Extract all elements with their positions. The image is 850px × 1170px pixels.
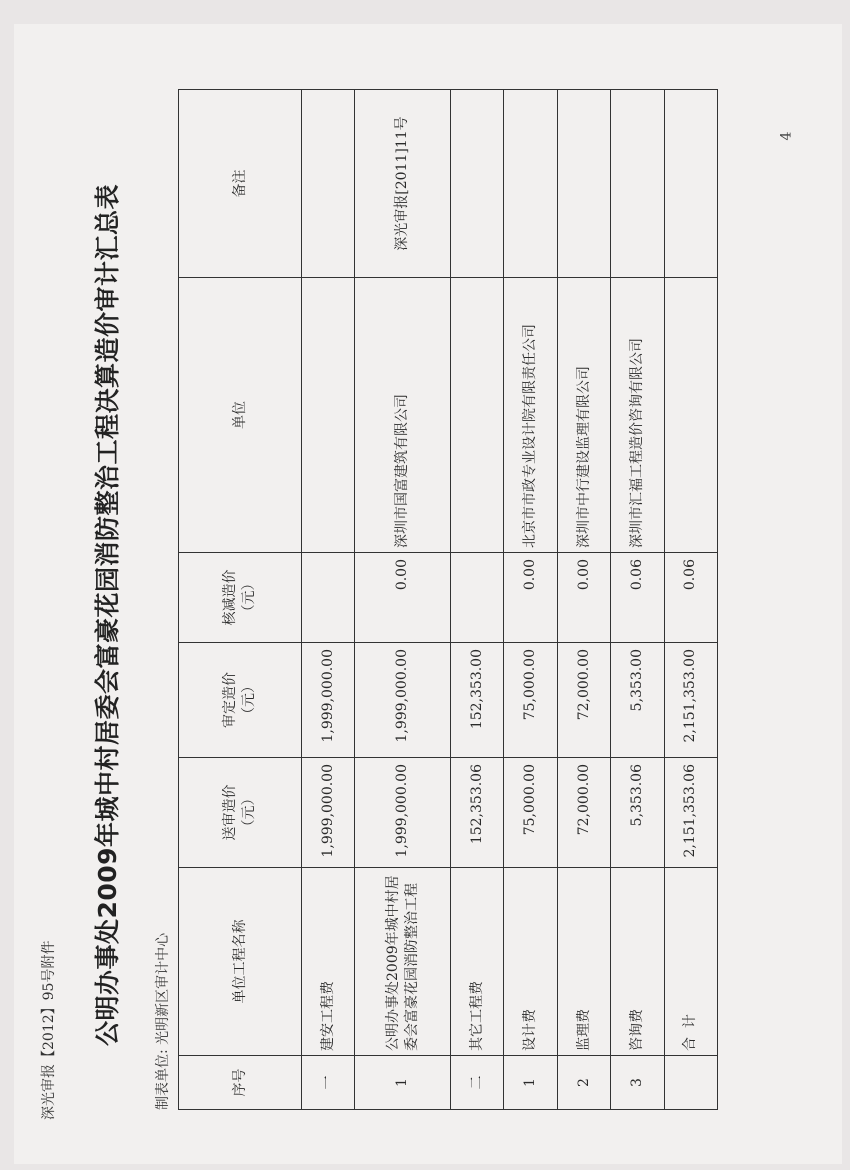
document-reference: 深光审报【2012】95号附件 [41, 940, 57, 1120]
cell-reduction: 0.00 [355, 553, 451, 643]
cell-name: 咨询费 [611, 868, 664, 1056]
cell-submitted: 72,000.00 [557, 758, 610, 868]
cell-unit [451, 278, 504, 553]
cell-approved: 1,999,000.00 [355, 643, 451, 758]
header-name: 单位工程名称 [179, 868, 302, 1056]
cell-approved: 5,353.00 [611, 643, 664, 758]
rotated-document [30, 80, 750, 1150]
cell-name: 公明办事处2009年城中村居委会富豪花园消防整治工程 [355, 868, 451, 1056]
compiler-line [152, 933, 172, 1110]
header-seq: 序号 [179, 1056, 302, 1110]
table-row [557, 90, 610, 1110]
compiler-label: 制表单位: [155, 1049, 171, 1110]
cell-name: 合 计 [664, 868, 717, 1056]
cell-unit: 北京市市政专业设计院有限责任公司 [504, 278, 557, 553]
cell-note [557, 90, 610, 278]
cell-submitted: 75,000.00 [504, 758, 557, 868]
cell-seq: 二 [451, 1056, 504, 1110]
cell-reduction: 0.00 [504, 553, 557, 643]
cell-name: 监理费 [557, 868, 610, 1056]
cell-name: 设计费 [504, 868, 557, 1056]
table-row [451, 90, 504, 1110]
table-row [302, 90, 355, 1110]
cell-approved: 75,000.00 [504, 643, 557, 758]
cell-seq: 3 [611, 1056, 664, 1110]
cell-reduction: 0.06 [611, 553, 664, 643]
cell-submitted: 5,353.06 [611, 758, 664, 868]
cell-seq: 2 [557, 1056, 610, 1110]
cell-name: 其它工程费 [451, 868, 504, 1056]
table-row [355, 90, 451, 1110]
cell-note [504, 90, 557, 278]
compiler-value: 光明新区审计中心 [155, 932, 171, 1045]
audit-summary-table [178, 89, 718, 1110]
cell-submitted: 2,151,353.06 [664, 758, 717, 868]
table-header-row [179, 90, 302, 1110]
cell-unit: 深圳市汇福工程造价咨询有限公司 [611, 278, 664, 553]
table-total-row [664, 90, 717, 1110]
header-approved: 审定造价 （元） [179, 643, 302, 758]
cell-approved: 2,151,353.00 [664, 643, 717, 758]
header-note: 备注 [179, 90, 302, 278]
cell-seq: 1 [504, 1056, 557, 1110]
cell-approved: 72,000.00 [557, 643, 610, 758]
cell-submitted: 1,999,000.00 [302, 758, 355, 868]
cell-note [302, 90, 355, 278]
cell-submitted: 1,999,000.00 [355, 758, 451, 868]
document-title: 公明办事处2009年城中村居委会富豪花园消防整治工程决算造价审计汇总表 [93, 183, 122, 1047]
cell-approved: 152,353.00 [451, 643, 504, 758]
cell-note [611, 90, 664, 278]
header-unit: 单位 [179, 278, 302, 553]
cell-seq: 一 [302, 1056, 355, 1110]
cell-unit [302, 278, 355, 553]
cell-unit [664, 278, 717, 553]
cell-approved: 1,999,000.00 [302, 643, 355, 758]
cell-unit: 深圳市中行建设监理有限公司 [557, 278, 610, 553]
cell-reduction [302, 553, 355, 643]
cell-note [451, 90, 504, 278]
cell-reduction [451, 553, 504, 643]
header-submitted: 送审造价 （元） [179, 758, 302, 868]
cell-name: 建安工程费 [302, 868, 355, 1056]
cell-seq: 1 [355, 1056, 451, 1110]
cell-reduction: 0.06 [664, 553, 717, 643]
header-reduction: 核减造价 （元） [179, 553, 302, 643]
table-row [611, 90, 664, 1110]
table-row [504, 90, 557, 1110]
cell-note: 深光审报[2011]11号 [355, 90, 451, 278]
cell-reduction: 0.00 [557, 553, 610, 643]
cell-seq [664, 1056, 717, 1110]
page-number: 4 [778, 131, 795, 141]
cell-submitted: 152,353.06 [451, 758, 504, 868]
cell-note [664, 90, 717, 278]
cell-unit: 深圳市国富建筑有限公司 [355, 278, 451, 553]
